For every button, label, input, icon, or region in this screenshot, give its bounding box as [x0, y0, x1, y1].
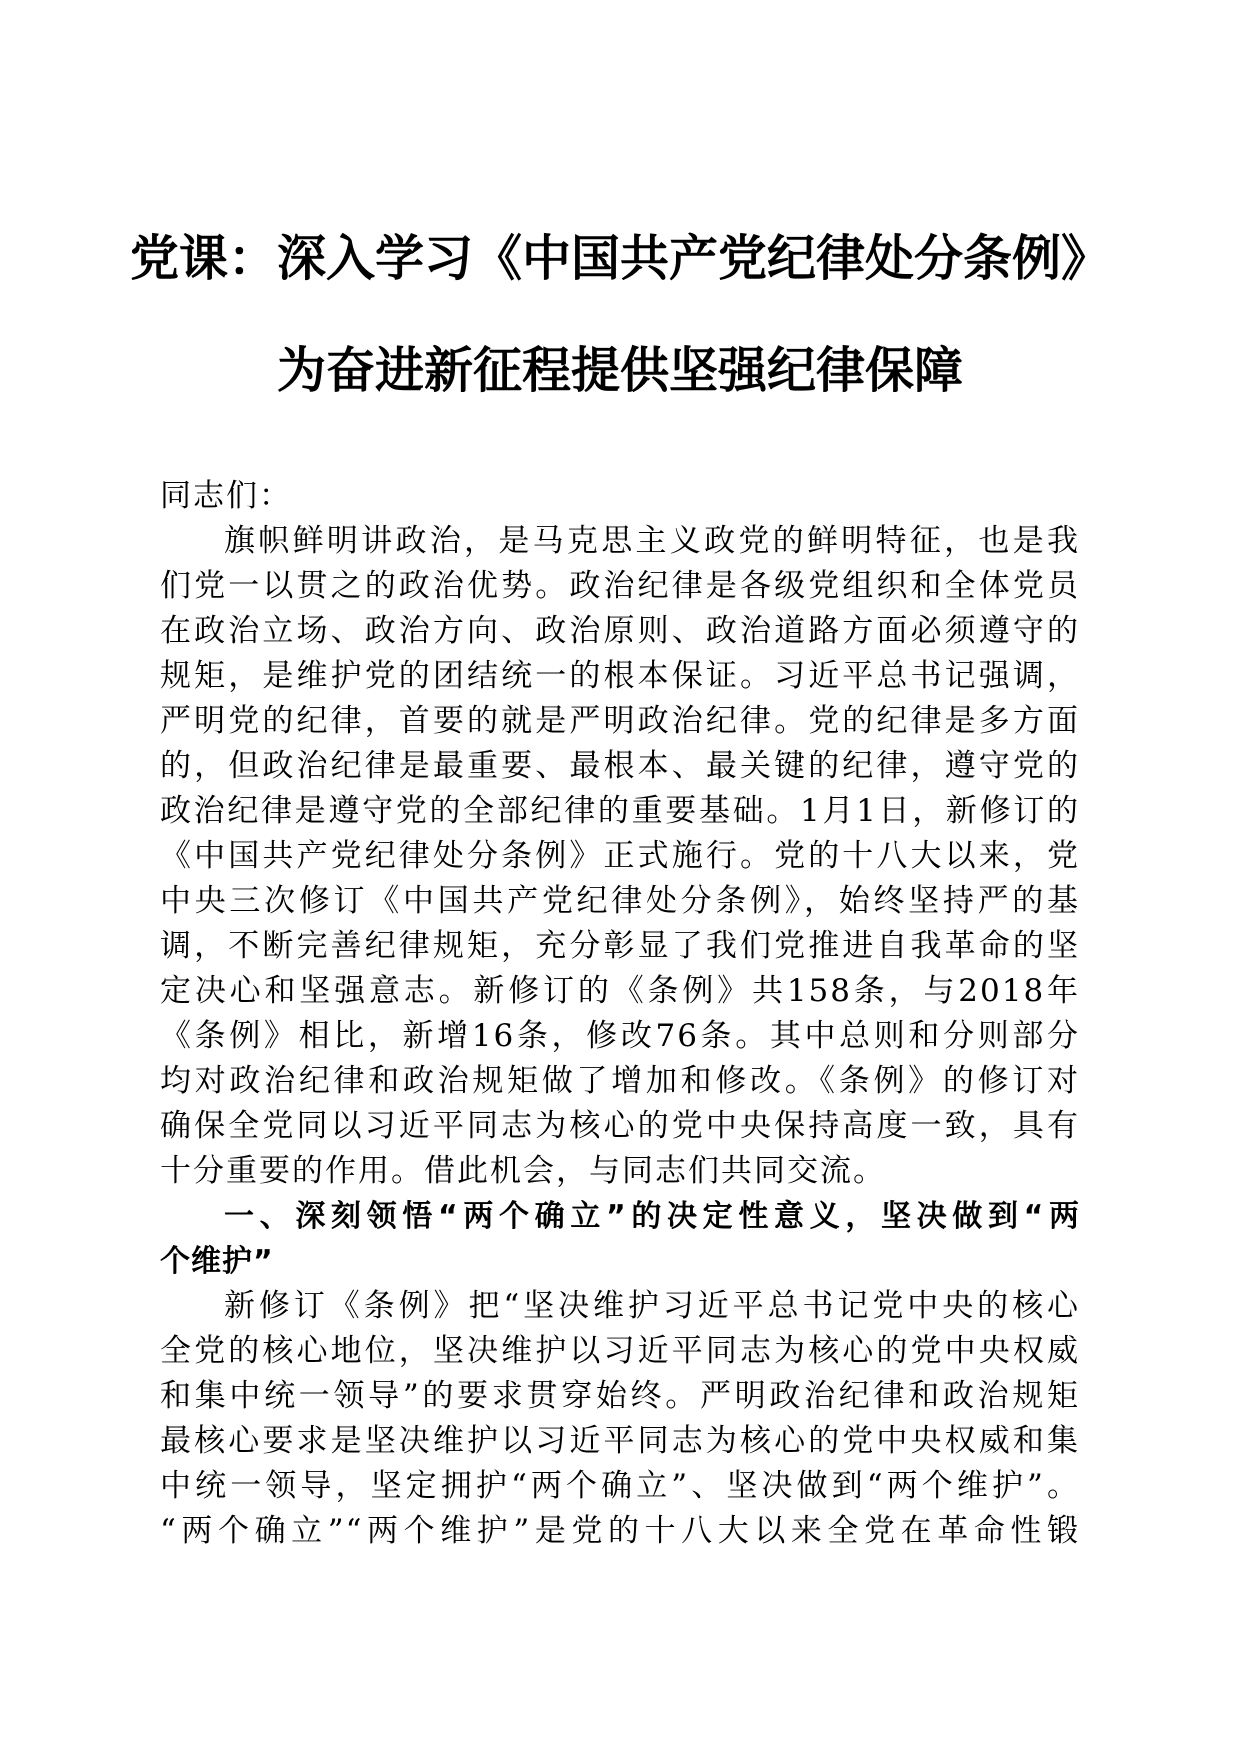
paragraph-line: 中央三次修订《中国共产党纪律处分条例》，始终坚持严的基 [160, 883, 1080, 919]
section-heading-line: 个维护” [160, 1244, 274, 1279]
paragraph-line: 十分重要的作用。借此机会，与同志们共同交流。 [160, 1153, 886, 1189]
paragraph-line: 全党的核心地位，坚决维护以习近平同志为核心的党中央权威 [160, 1333, 1080, 1369]
paragraph-line: 和集中统一领导”的要求贯穿始终。严明政治纪律和政治规矩 [160, 1378, 1080, 1414]
paragraph-line: 确保全党同以习近平同志为核心的党中央保持高度一致，具有 [160, 1108, 1080, 1144]
document-title-line-2: 为奋进新征程提供坚强纪律保障 [276, 341, 963, 399]
section-heading-line: 一、深刻领悟“两个确立”的决定性意义，坚决做到“两 [224, 1199, 1080, 1234]
paragraph-line: 的，但政治纪律是最重要、最根本、最关键的纪律，遵守党的 [160, 748, 1080, 784]
paragraph-line: 规矩，是维护党的团结统一的根本保证。习近平总书记强调， [160, 658, 1080, 694]
document-title-line-1: 党课：深入学习《中国共产党纪律处分条例》 [129, 229, 1110, 287]
paragraph-line: 政治纪律是遵守党的全部纪律的重要基础。1月1日，新修订的 [160, 793, 1080, 829]
paragraph-line: 新修订《条例》把“坚决维护习近平总书记党中央的核心 [224, 1288, 1080, 1324]
paragraph-line: 均对政治纪律和政治规矩做了增加和修改。《条例》的修订对 [160, 1063, 1080, 1099]
paragraph-line: 旗帜鲜明讲政治，是马克思主义政党的鲜明特征，也是我 [224, 523, 1080, 559]
paragraph-line: 严明党的纪律，首要的就是严明政治纪律。党的纪律是多方面 [160, 703, 1080, 739]
paragraph-line: 调，不断完善纪律规矩，充分彰显了我们党推进自我革命的坚 [160, 928, 1080, 964]
paragraph-line: 《中国共产党纪律处分条例》正式施行。党的十八大以来，党 [160, 838, 1080, 874]
paragraph-line: “两个确立”“两个维护”是党的十八大以来全党在革命性锻 [160, 1513, 1080, 1549]
salutation: 同志们： [160, 478, 292, 514]
paragraph-line: 们党一以贯之的政治优势。政治纪律是各级党组织和全体党员 [160, 568, 1080, 604]
document-body [160, 474, 1080, 1554]
paragraph-line: 最核心要求是坚决维护以习近平同志为核心的党中央权威和集 [160, 1423, 1080, 1459]
paragraph-line: 《条例》相比，新增16条，修改76条。其中总则和分则部分 [160, 1018, 1080, 1054]
paragraph-line: 定决心和坚强意志。新修订的《条例》共158条，与2018年 [160, 973, 1080, 1009]
paragraph-line: 中统一领导，坚定拥护“两个确立”、坚决做到“两个维护”。 [160, 1468, 1080, 1504]
paragraph-line: 在政治立场、政治方向、政治原则、政治道路方面必须遵守的 [160, 613, 1080, 649]
